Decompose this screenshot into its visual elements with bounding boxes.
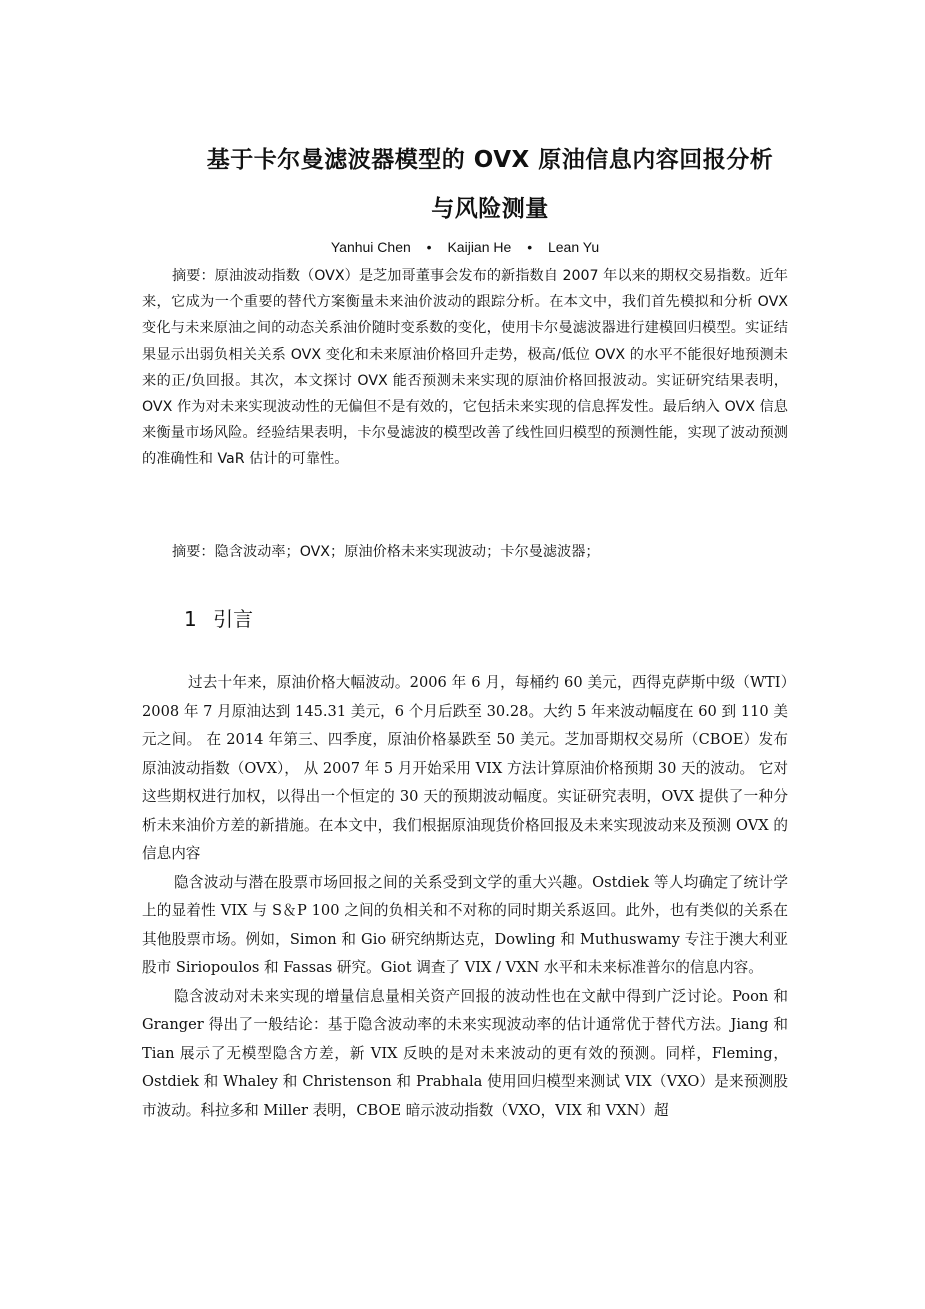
author-name: Lean Yu bbox=[547, 239, 600, 255]
author-list bbox=[150, 239, 780, 255]
author-name: Yanhui Chen bbox=[330, 239, 411, 255]
body-paragraph: 过去十年来，原油价格大幅波动。2006 年 6 月，每桶约 60 美元，西得克萨斯中级（WTI）2008 年 7 月原油达到 145.31 美元，6 个月后跌至 30.28。大约 5 年来波动幅度在 60 到 110 美元之间。 在 2014 年第三、四季度，原油价格暴跌至 50 美元。芝加哥期权交易所（CBOE）发布原油波动指数（OVX）， 从 2007 年 5 月开始采用 VIX 方法计算原油价格预期 30 天的波动。 它对这些期权进行加权，以得出一个恒定的 30 天的预期波动幅度。实证研究表明，OVX 提供了一种分析未来油价方差的新措施。在本文中，我们根据原油现货价格回报及未来实现波动来及预测 OVX 的信息内容 bbox=[142, 674, 788, 862]
paper-title-line-2: 与风险测量 bbox=[431, 196, 549, 222]
section-heading bbox=[184, 603, 253, 632]
section-body bbox=[142, 669, 788, 1125]
author-name: Kaijian He bbox=[447, 239, 512, 255]
section-number: 1 bbox=[184, 607, 197, 631]
section-title: 引言 bbox=[213, 607, 254, 631]
body-paragraph: 隐含波动与潜在股票市场回报之间的关系受到文学的重大兴趣。Ostdiek 等人均确定了统计学上的显着性 VIX 与 S＆P 100 之间的负相关和不对称的同时期关系返回。此外，也有类似的关系在其他股票市场。例如，Simon 和 Gio 研究纳斯达克，Dowling 和 Muthuswamy 专注于澳大利亚股市 Siriopoulos 和 Fassas 研究。Giot 调查了 VIX / VXN 水平和未来标准普尔的信息内容。 bbox=[142, 873, 788, 976]
author-separator: • bbox=[527, 239, 533, 255]
paper-title-line-1: 基于卡尔曼滤波器模型的 OVX 原油信息内容回报分析 bbox=[206, 147, 774, 173]
keywords: 摘要：隐含波动率；OVX；原油价格未来实现波动；卡尔曼滤波器； bbox=[172, 544, 600, 560]
body-paragraph: 隐含波动对未来实现的增量信息量相关资产回报的波动性也在文献中得到广泛讨论。Poon 和 Granger 得出了一般结论：基于隐含波动率的未来实现波动率的估计通常优于替代方法。Jiang 和 Tian 展示了无模型隐含方差，新 VIX 反映的是对未来波动的更有效的预测。同样，Fleming，Ostdiek 和 Whaley 和 Christenson 和 Prabhala 使用回归模型来测试 VIX（VXO）是来预测股市波动。科拉多和 Miller 表明，CBOE 暗示波动指数（VXO，VIX 和 VXN）超 bbox=[142, 987, 788, 1119]
author-separator: • bbox=[426, 239, 432, 255]
abstract: 摘要：原油波动指数（OVX）是芝加哥董事会发布的新指数自 2007 年以来的期权交易指数。近年来，它成为一个重要的替代方案衡量未来油价波动的跟踪分析。在本文中，我们首先模拟和分析 OVX 变化与未来原油之间的动态关系油价随时变系数的变化，使用卡尔曼滤波器进行建模回归模型。实证结果显示出弱负相关关系 OVX 变化和未来原油价格回升走势，极高/低位 OVX 的水平不能很好地预测未来的正/负回报。其次，本文探讨 OVX 能否预测未来实现的原油价格回报波动。实证研究结果表明，OVX 作为对未来实现波动性的无偏但不是有效的，它包括未来实现的信息挥发性。最后纳入 OVX 信息来衡量市场风险。经验结果表明，卡尔曼滤波的模型改善了线性回归模型的预测性能，实现了波动预测的准确性和 VaR 估计的可靠性。 bbox=[142, 268, 788, 468]
